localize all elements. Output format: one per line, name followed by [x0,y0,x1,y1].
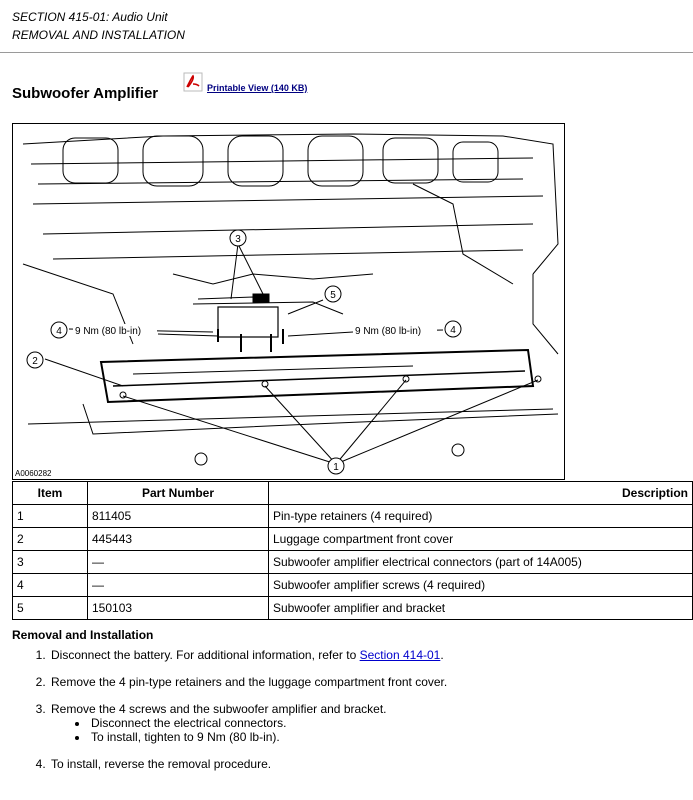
section-header [12,8,185,44]
step-1-text: Disconnect the battery. For additional information, refer to [51,648,357,662]
pdf-icon[interactable] [183,72,203,92]
cell-part: — [88,574,269,597]
step-1-end: . [440,648,444,662]
cell-desc: Luggage compartment front cover [269,528,693,551]
parts-table [12,481,693,620]
step-3-text: Remove the 4 screws and the subwoofer amplifier and bracket. [51,702,387,716]
table-row [13,505,693,528]
callout-label-4-right: 4 [450,325,456,336]
header-item: Item [13,482,88,505]
step-4-text: To install, reverse the removal procedure. [51,757,272,771]
callout-label-5: 5 [330,290,336,301]
torque-label-left: 9 Nm (80 lb-in) [75,326,142,337]
procedure-heading: Removal and Installation [12,628,154,642]
step-4 [49,757,689,771]
callout-label-4-left: 4 [56,326,62,337]
table-row [13,574,693,597]
section-subtitle: REMOVAL AND INSTALLATION [12,28,185,42]
callout-label-3: 3 [235,234,241,245]
section-414-01-link[interactable]: Section 414-01 [359,648,441,662]
table-row [13,551,693,574]
header-part-number: Part Number [88,482,269,505]
exploded-diagram [12,123,565,480]
step-3-sub-2: • To install, tighten to 9 Nm (80 lb-in). [89,730,689,744]
table-row [13,528,693,551]
step-1 [49,648,689,662]
torque-label-right: 9 Nm (80 lb-in) [355,326,422,337]
step-3 [49,702,689,744]
cell-item: 3 [13,551,88,574]
cell-item: 4 [13,574,88,597]
diagram-drawing [13,124,565,480]
table-row [13,597,693,620]
callout-label-1: 1 [333,462,339,473]
printable-view-link[interactable]: Printable View (140 KB) [207,83,308,93]
step-2-text: Remove the 4 pin-type retainers and the luggage compartment front cover. [51,675,448,689]
cell-desc: Subwoofer amplifier and bracket [269,597,693,620]
header-description: Description [269,482,693,505]
cell-part: 811405 [88,505,269,528]
step-3-sub-1: • Disconnect the electrical connectors. [89,716,689,730]
cell-part: 445443 [88,528,269,551]
figure-id: A0060282 [15,469,52,478]
procedure-steps [12,648,689,784]
table-header-row [13,482,693,505]
cell-desc: Subwoofer amplifier electrical connectors (part of 14A005) [269,551,693,574]
cell-desc: Pin-type retainers (4 required) [269,505,693,528]
page-title: Subwoofer Amplifier [12,85,159,102]
step-2 [49,675,689,689]
cell-part: — [88,551,269,574]
section-title: SECTION 415-01: Audio Unit [12,10,168,24]
cell-item: 5 [13,597,88,620]
step-3-sublist [51,716,689,744]
cell-item: 2 [13,528,88,551]
cell-part: 150103 [88,597,269,620]
cell-item: 1 [13,505,88,528]
cell-desc: Subwoofer amplifier screws (4 required) [269,574,693,597]
callout-label-2: 2 [32,356,38,367]
header-divider [0,52,693,53]
